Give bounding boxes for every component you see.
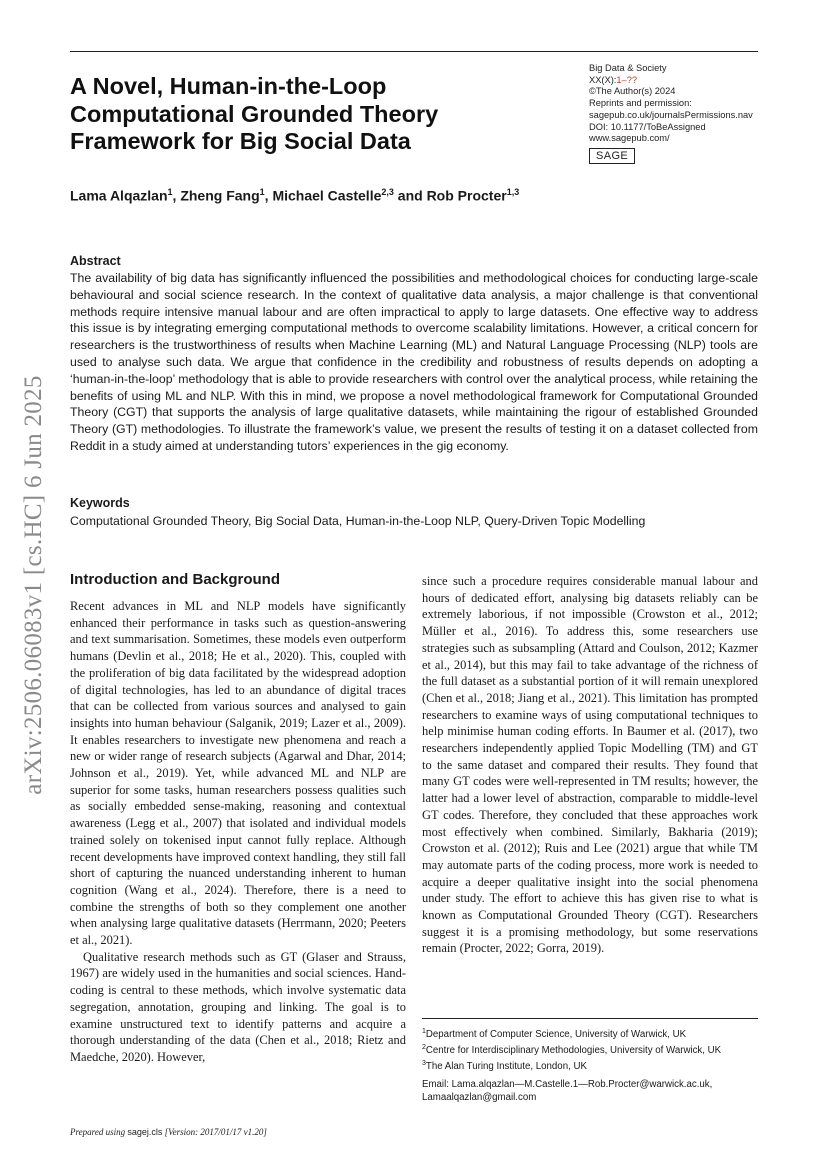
footnote-rule — [422, 1018, 758, 1019]
author-name: Rob Procter — [426, 187, 507, 204]
author-name: Michael Castelle — [272, 187, 382, 204]
author-affiliation: 1 — [259, 187, 265, 197]
journal-name: Big Data & Society — [589, 63, 667, 73]
arxiv-stamp — [14, 350, 54, 820]
author-affiliation: 1,3 — [506, 187, 520, 197]
footnote-affiliation: $^2$Centre for Interdisciplinary Methodologies, University of Warwick, UK — [422, 1044, 722, 1057]
top-rule — [70, 51, 758, 52]
author-separator: , — [264, 187, 273, 204]
journal-copyright: ©The Author(s) 2024 — [589, 86, 676, 97]
journal-pages: 1–?? — [616, 74, 638, 85]
author-name: Lama Alqazlan — [70, 187, 168, 204]
author-list — [70, 182, 750, 206]
intro-paragraph: Qualitative research methods such as GT (Glaser and Strauss, 1967) are widely used in the humanities and social sciences. Hand-coding is central to these methods, which involve systematic data segregation, annotation, grouping and linking. The goal is to examine unstructured text to identify patterns and acquire a thorough understanding of the data (Chen et al., 2018; Rietz and Maedche, 2020). However, — [70, 949, 406, 1064]
paper-title: A Novel, Human-in-the-Loop Computational Grounded Theory Framework for Big Social Data — [70, 73, 439, 154]
arxiv-stamp-text: arXiv:2506.06083v1 [cs.HC] 6 Jun 2025 — [20, 375, 47, 795]
footer-cls: sagej.cls — [127, 1127, 163, 1137]
email-line: Lamaalqazlan@gmail.com — [422, 1091, 537, 1103]
journal-meta — [589, 63, 789, 164]
left-column — [70, 598, 406, 1066]
keywords-text: Computational Grounded Theory, Big Social Data, Human-in-the-Loop NLP, Query-Driven Topic Modelling — [70, 514, 646, 528]
keywords-heading: Keywords — [70, 496, 130, 510]
author-affiliation: 2,3 — [381, 187, 394, 197]
sage-logo: SAGE — [589, 148, 635, 164]
author-affiliation: 1 — [167, 187, 173, 197]
abstract-text: The availability of big data has significantly influenced the possibilities and methodological choices for conducting large-scale behavioural and social science research. In the context of qualitative data analysis, a major challenge is that conventional methods require intensive manual labour and are often impractical to apply to large datasets. One effective way to address this issue is by integrating emerging computational methods to overcome scalability limitations. However, a critical concern for researchers is the trustworthiness of results when Machine Learning (ML) and Natural Language Processing (NLP) tools are used to analyse such data. We argue that confidence in the credibility and robustness of results depends on adopting a ‘human-in-the-loop’ methodology that is able to provide researchers with control over the analytical process, while retaining the benefits of using ML and NLP. With this in mind, we propose a novel methodological framework for Computational Grounded Theory (CGT) that supports the analysis of large qualitative datasets, while maintaining the rigour of established Grounded Theory (GT) methodologies. To illustrate the framework’s value, we present the results of testing it on a dataset collected from Reddit in a study aimed at understanding tutors’ experiences in the gig economy. — [70, 271, 758, 453]
author-name: Zheng Fang — [180, 187, 260, 204]
page-footer: Prepared using sagej.cls [Version: 2017/01/17 v1.20] — [70, 1127, 267, 1137]
footnotes — [422, 1025, 762, 1104]
intro-paragraph: since such a procedure requires considerable manual labour and hours of dedicated effort, analysing big datasets reliably can be extremely laborious, if not impossible (Crowston et al., 2012; Müller et al., 2016). To address this, some researchers use strategies such as subsampling (Attard and Coulson, 2012; Kazmer et al., 2014), but this may fail to take advantage of the richness of the full dataset as a substantial portion of it will remain unexplored (Chen et al., 2018; Jiang et al., 2021). This limitation has prompted researchers to examine ways of using computational techniques to help minimise human coding efforts. In Baumer et al. (2017), two researchers independently applied Topic Modelling (TM) and GT to the same dataset and compared their results. They found that many GT codes were well-represented in TM results; however, the latter had a lower level of abstraction, comparable to middle-level GT codes. Therefore, they concluded that these approaches work most effectively when combined. Similarly, Bakharia (2019); Crowston et al. (2012); Ruis and Lee (2021) argue that while TM may automate parts of the coding process, more work is needed to acquire a deeper qualitative insight into the social phenomena under study. The effort to achieve this has given rise to what is known as Computational Grounded Theory (CGT). Researchers suggest it is a promising methodology, but some reservations remain (Procter, 2022; Gorra, 2019). — [422, 574, 758, 956]
journal-volume: XX(X):1–?? — [589, 74, 638, 85]
abstract-heading: Abstract — [70, 254, 121, 268]
journal-reprints: Reprints and permission: — [589, 98, 692, 109]
author-separator: , — [172, 187, 181, 204]
journal-permissions-link[interactable]: sagepub.co.uk/journalsPermissions.nav — [589, 109, 753, 120]
journal-website-link[interactable]: www.sagepub.com/ — [589, 133, 670, 144]
intro-paragraph: Recent advances in ML and NLP models have significantly enhanced their performance in tasks such as question-answering and text summarisation. Sometimes, these models even outperform humans (Devlin et al., 2018; He et al., 2020). This, coupled with the proliferation of big data facilitated by the widespread adoption of digital technologies, has led to an abundance of digital traces that can be collected from various sources and analysed to gain insights into human behaviour (Salganik, 2019; Lazer et al., 2009). It enables researchers to investigate new phenomena and reach a new or wider range of research subjects (Agarwal and Dhar, 2014; Johnson et al., 2019). Yet, while advanced ML and NLP are superior for some tasks, human researchers possess qualities such as socially embedded sense-making, reasoning and contextual awareness (Legg et al., 2007) that isolated and individual models trained solely on tokenised input cannot fully replace. Although recent developments have improved context handling, they still fall short of capturing the nuanced understanding inherent to human cognition (Wang et al., 2024). Therefore, there is a need to combine the strengths of both so they complement one another when analysing large qualitative datasets (Herrmann, 2020; Peeters et al., 2021). — [70, 599, 406, 948]
email-line: Email: Lama.alqazlan—M.Castelle.1—Rob.Procter@warwick.ac.uk, — [422, 1078, 713, 1090]
author-separator: and — [393, 187, 427, 204]
footnote-affiliation: $^3$The Alan Turing Institute, London, UK — [422, 1060, 587, 1073]
footnote-affiliation: $^1$Department of Computer Science, University of Warwick, UK — [422, 1028, 687, 1041]
journal-doi: DOI: 10.1177/ToBeAssigned — [589, 121, 706, 132]
intro-heading: Introduction and Background — [70, 571, 280, 588]
right-column — [422, 573, 758, 957]
